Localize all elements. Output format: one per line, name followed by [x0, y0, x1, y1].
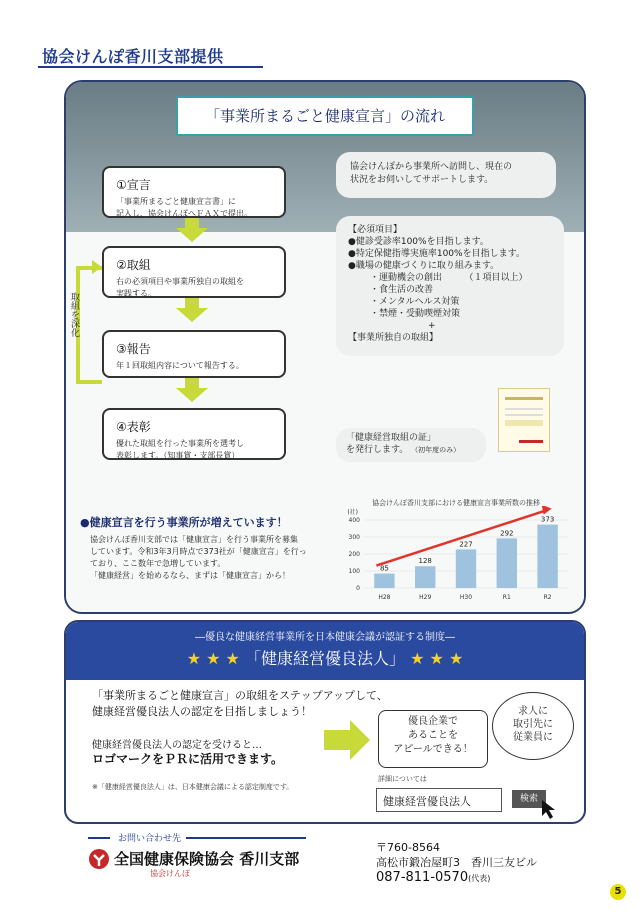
footer-address [376, 840, 537, 886]
step-title: ②取組 [116, 258, 151, 272]
step-desc: 優れた取組を行った事業所を選考し 表彰します。（知事賞・支部長賞） [116, 439, 244, 460]
certification-lead: 「事業所まるごと健康宣言」の取組をステップアップして、 健康経営優良法人の認定を目指しましょう！ [92, 689, 388, 718]
step-desc: 年１回取組内容について報告する。 [116, 361, 244, 370]
trend-arrow-head [542, 506, 552, 515]
page-number: 5 [610, 884, 626, 900]
loop-label: 取組を深化 [69, 292, 79, 337]
x-tick-label: H28 [378, 594, 391, 601]
bar [415, 566, 435, 588]
bar [497, 538, 517, 588]
plus-sign: + [428, 321, 436, 331]
header-underline [38, 66, 263, 68]
visit-callout [336, 152, 556, 198]
benefit-line2: ロゴマークをＰＲに活用できます。 [92, 752, 284, 766]
appeal-bubble: 優良企業で あることを アピールできる！ [378, 710, 488, 768]
step-title: ①宣言 [116, 178, 151, 192]
step-report [102, 330, 286, 378]
required-subitem: ・食生活の改善 [370, 285, 434, 295]
required-items-callout [336, 216, 564, 356]
step-action [102, 246, 286, 298]
step-award [102, 408, 286, 460]
down-arrow-stem [185, 218, 199, 228]
x-tick-label: H29 [419, 594, 432, 601]
bar [537, 525, 557, 588]
down-arrow-icon [176, 308, 208, 322]
postal-code: 〒760-8564 [376, 841, 440, 854]
phone-number: 087-811-0570 [376, 870, 469, 885]
certificate-line2: を発行します。 [346, 445, 409, 455]
search-button[interactable]: 検索 [512, 790, 546, 808]
y-axis-unit: (社) [347, 509, 358, 516]
certification-note: ※「健康経営優良法人」は、日本健康会議による認定制度です。 [92, 783, 294, 791]
cursor-arrow-icon [540, 798, 560, 820]
bar-value-label: 227 [459, 540, 473, 549]
x-tick-label: H30 [459, 594, 473, 601]
flow-panel [64, 80, 586, 614]
search-input[interactable] [376, 788, 502, 812]
flow-title: 「事業所まるごと健康宣言」の流れ [176, 96, 474, 136]
visit-callout-text: 協会けんぽから事業所へ訪問し、現在の 状況をお伺いしてサポートします。 [350, 162, 513, 185]
contact-label: お問い合わせ先 [118, 834, 182, 844]
required-subitem: ・メンタルヘルス対策 [370, 297, 460, 307]
required-subitem: ・運動機会の創出 （１項目以上） [370, 273, 528, 283]
down-arrow-stem [185, 298, 199, 308]
y-tick-label: 400 [348, 517, 360, 524]
org-logo-icon [88, 848, 110, 870]
increase-heading: ●健康宣言を行う事業所が増えています！ [80, 516, 288, 529]
step-title: ④表彰 [116, 420, 151, 434]
stars-left: ★ ★ ★ [186, 649, 240, 668]
footer-line-left [88, 837, 110, 839]
certification-subtitle: ―優良な健康経営事業所を日本健康会議が認証する制度― [195, 632, 455, 643]
y-tick-label: 200 [348, 551, 360, 558]
step-declare [102, 166, 286, 218]
footer-line-right [186, 837, 306, 839]
bar-value-label: 85 [379, 564, 389, 573]
bar [374, 574, 394, 588]
y-tick-label: 300 [348, 534, 360, 541]
step-desc: 右の必須項目や事業所独自の取組を 実践する。 [116, 277, 244, 298]
loop-arrow-head [92, 260, 102, 274]
org-sub: 協会けんぽ [150, 869, 190, 878]
audience-bubble [492, 692, 574, 760]
certification-panel [64, 620, 586, 824]
y-tick-label: 100 [348, 568, 360, 575]
y-tick-label: 0 [356, 585, 360, 592]
required-item: ●特定保健指導実施率100%を目指します。 [348, 249, 525, 259]
own-initiatives: 【事業所独自の取組】 [348, 333, 439, 343]
step-title: ③報告 [116, 342, 151, 356]
bar-chart [334, 506, 574, 606]
bar [456, 549, 476, 588]
x-tick-label: R2 [543, 594, 552, 601]
down-arrow-icon [176, 388, 208, 402]
required-item: ●健診受診率100%を目指します。 [348, 237, 489, 247]
audience-bubble-text: 求人に 取引先に 従業員に [513, 706, 553, 743]
chart-title: 協会けんぽ香川支部における健康宣言事業所数の推移 [372, 499, 540, 507]
x-tick-label: R1 [502, 594, 511, 601]
bar-value-label: 292 [500, 529, 514, 538]
required-subitem: ・禁煙・受動喫煙対策 [370, 309, 461, 319]
certificate-note: （初年度のみ） [411, 446, 461, 454]
certificate-image [498, 388, 550, 452]
required-item: ●職場の健康づくりに取り組みます。 [348, 261, 500, 271]
step-desc: 「事業所まるごと健康宣言書」に 記入し、協会けんぽへＦＡＸで提出。 [116, 197, 252, 218]
certificate-callout [336, 428, 486, 462]
certification-title-row [66, 646, 584, 669]
certificate-line1: 「健康経営取組の証」 [346, 433, 437, 443]
page-header-title: 協会けんぽ香川支部提供 [42, 47, 224, 66]
benefit-line1: 健康経営優良法人の認定を受けると… [92, 740, 262, 751]
right-arrow-icon [324, 720, 370, 760]
increase-body: 協会けんぽ香川支部では「健康宣言」を行う事業所を募集 しています。令和3年3月時点で373社が「健康宣言」を行っ ており、ここ数年で急増しています。 「健康経営」を始めるなら、まずは「健康宣言」から！ [90, 535, 307, 580]
down-arrow-icon [176, 228, 208, 242]
street-address: 高松市鍛冶屋町3 香川三友ビル [376, 856, 537, 869]
org-name: 全国健康保険協会 香川支部 [114, 850, 300, 868]
search-input-value: 健康経営優良法人 [383, 795, 471, 808]
down-arrow-stem [185, 378, 199, 388]
bar-value-label: 128 [418, 557, 432, 566]
detail-label: 詳細については [378, 775, 427, 783]
bar-value-label: 373 [540, 515, 555, 524]
required-heading: 【必須項目】 [348, 225, 403, 235]
certification-title: 「健康経営優良法人」 [244, 649, 405, 668]
stars-right: ★ ★ ★ [410, 649, 464, 668]
phone-note: (代表) [468, 874, 491, 883]
